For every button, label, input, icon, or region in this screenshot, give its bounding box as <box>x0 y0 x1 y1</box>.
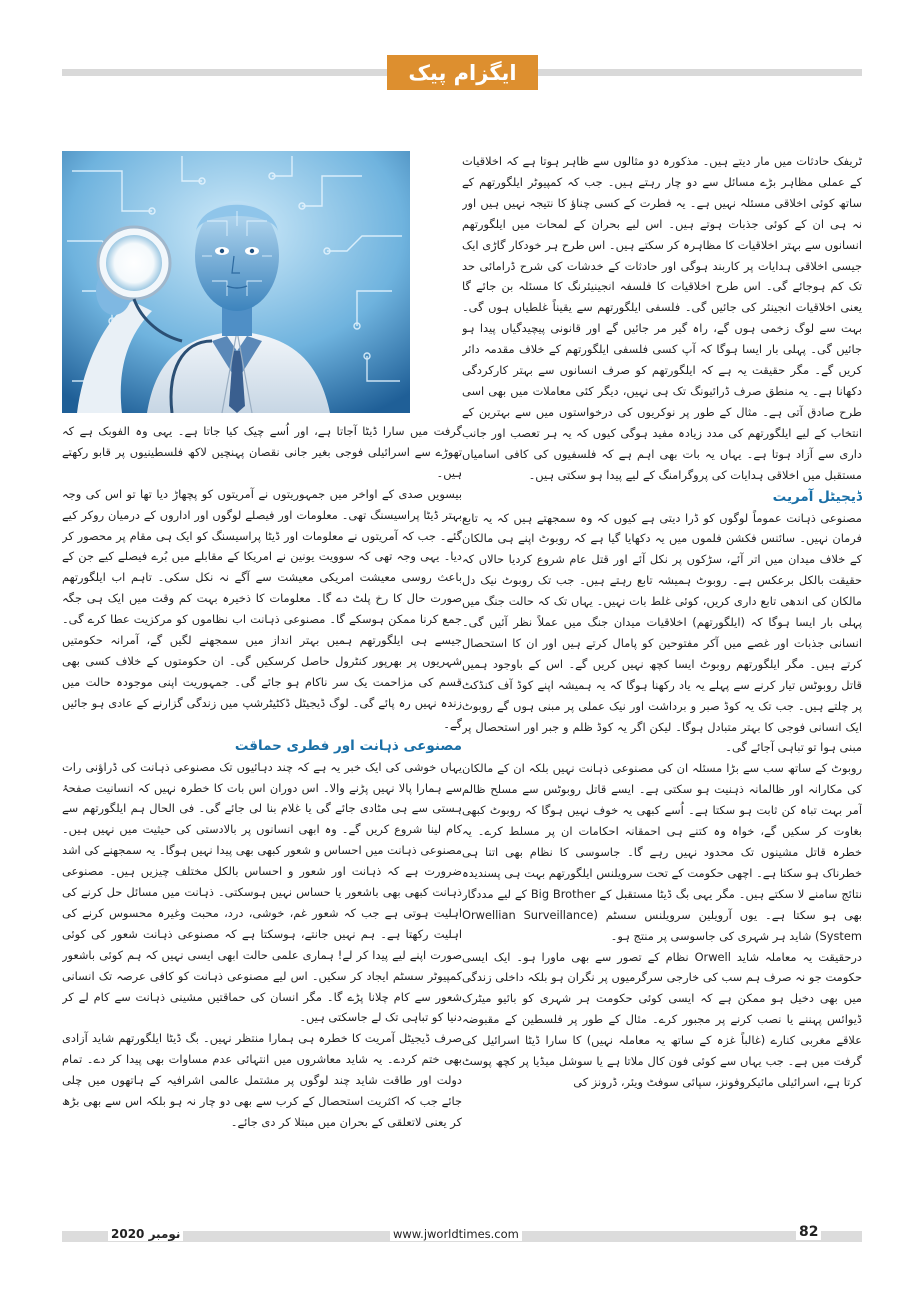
paragraph: مصنوعی ذہانت عموماً لوگوں کو ڈرا دیتی ہے کیوں کہ وہ سمجھتے ہیں کہ یہ تابع فرمان نہیں۔ سائنس فکشن فلموں میں یہ دکھایا گیا ہے کہ روبوٹ اپنے ہی مالکان کے خلاف میدان میں اتر آئے، سڑکوں پر نکل آئے اور قتل عام شروع کردیا حالاں کہ حقیقت بالکل برعکس ہے۔ روبوٹ ہمیشہ تابع رہتے ہیں۔ جب تک روبوٹ نیک دل مالکان کی اندھی تابع داری کریں، کوئی غلط بات نہیں۔ یہاں تک کہ حالت جنگ میں پہلی بار ایسا ہوگا کہ (ایلگورتھم) اخلاقیات میدان جنگ میں عملاً نظر آئیں گی۔ انسانی جذبات اور غصے میں آکر مفتوحین کو پامال کرتے ہیں اور ان کا استحصال کرتے ہیں۔ مگر ایلگورتھم روبوٹ ایسا کچھ نہیں کریں گے۔ اس کے باوجود ہمیں قاتل روبوٹس تیار کرنے سے پہلے یہ یاد رکھنا ہوگا کہ یہ ہمیشہ اپنے کوڈ آف کنڈکٹ پر چلتے ہیں۔ جب تک یہ کوڈ صبر و برداشت اور نیک عملی پر مبنی ہوں گے روبوٹ ایک انسانی فوجی کا بہتر متبادل ہوگا۔ لیکن اگر یہ کوڈ ظلم و جبر اور استحصال پر مبنی ہوا تو تباہی آجائے گی۔ <box>462 510 862 755</box>
paragraph: بیسویں صدی کے اواخر میں جمہوریتوں نے آمریتوں کو پچھاڑ دیا تھا تو اس کی وجہ بہتر ڈیٹا پراسیسنگ تھی۔ معلومات اور فیصلے لوگوں اور اداروں کے درمیان روکر کیے گئے۔ جب کہ آمریتوں نے معلومات اور ڈیٹا پراسیسنگ کو ایک ہی مقام پر محصور کر دیا۔ یہی وجہ تھی کہ سوویت یونین نے امریکا کے مقابلے میں بُرے فیصلے کیے جن کے باعث روسی معیشت امریکی معیشت سے آگے نہ نکل سکی۔ تاہم اب ایلگورتھم صورت حال کا رخ پلٹ دے گا۔ معلومات کا ذخیرہ بہت کم وقت میں ایک ہی جگہ جمع کرنا ممکن ہوسکے گا۔ مصنوعی ذہانت اب نظاموں کو مرکزیت عطا کرے گی۔ جیسے ہی ایلگورتھم ہمیں بہتر انداز میں سمجھنے لگیں گے، آمرانہ حکومتیں شہریوں پر بھرپور کنٹرول حاصل کرسکیں گی۔ ان حکومتوں کے خلاف کسی بھی قسم کی مزاحمت یک سر ناکام ہو جائے گی۔ جمہوریت اپنی موجودہ حالت میں زندہ نہیں رہ پائے گی۔ لوگ ڈیجیٹل ڈکٹیٹرشپ میں زندگی گزارنے کے عادی ہو جائیں گے۔ <box>62 486 462 731</box>
robot-face-with-stethoscope-illustration <box>62 151 410 413</box>
header-rule-left <box>62 69 387 76</box>
page-number: 82 <box>796 1224 821 1240</box>
header-rule-right <box>538 69 862 76</box>
website-url: www.jworldtimes.com <box>390 1227 522 1241</box>
article-column-left <box>62 421 462 1231</box>
section-title-badge: ایگزام پیک <box>387 55 538 90</box>
paragraph: درحقیقت یہ معاملہ شاید Orwell نظام کے تصور سے بھی ماورا ہو۔ ایک ایسی حکومت جو نہ صرف ہم سب کی خارجی سرگرمیوں پر نگران ہو بلکہ داخلی زندگی میں بھی دخیل ہو ممکن ہے کہ ایسی کوئی حکومت ہر شہری کو بائیو میٹرک ڈیوائس پہننے یا نصب کرنے پر مجبور کرے۔ مثال کے طور پر فلسطین کے مقبوضہ علاقے مغربی کنارے (غالباً غزہ کے ساتھ یہ معاملہ نہیں) کا سارا ڈیٹا اسرائیل کی گرفت میں ہے۔ جب یہاں سے کوئی فون کال ملاتا ہے یا سوشل میڈیا پر کچھ پوسٹ کرتا ہے، اسرائیلی مائیکروفونز، سپائی سوفٹ ویئر، ڈرونز کی <box>462 949 862 1089</box>
section-heading: ڈیجیٹل آمریت <box>772 488 862 505</box>
paragraph: صرف ڈیجیٹل آمریت کا خطرہ ہی ہمارا منتظر نہیں۔ بگ ڈیٹا ایلگورتھم شاید آزادی بھی ختم کردے۔ یہ شاید معاشروں میں انتہائی عدم مساوات بھی پیدا کر دے۔ تمام دولت اور طاقت شاید چند لوگوں پر مشتمل عالمی اشرافیہ کے ہاتھوں میں چلی جائے جب کہ اکثریت استحصال کے کرب سے بھی دو چار نہ ہو بلکہ اس سے بھی بڑھ کر یعنی لاتعلقی کے بحران میں مبتلا کر دی جائے۔ <box>62 1031 462 1129</box>
paragraph: گرفت میں سارا ڈیٹا آجاتا ہے، اور اُسے چیک کیا جاتا ہے۔ یہی وہ الفوبک ہے کہ تھوڑے سے اسرائیلی فوجی بغیر جانی نقصان پہنچیں لاکھ فلسطینیوں پر قابو رکھتے ہیں۔ <box>62 424 462 480</box>
section-heading: مصنوعی ذہانت اور فطری حماقت <box>234 737 462 754</box>
paragraph: روبوٹ کے ساتھ سب سے بڑا مسئلہ ان کی مصنوعی ذہانت نہیں بلکہ ان کے مالکان کی مکارانہ اور ظالمانہ ذہنیت ہو سکتی ہے۔ ایسے قاتل روبوٹس سے مسلح ظالم آمر بہت تباہ کن ثابت ہو سکتا ہے۔ اُسے کبھی یہ خوف نہیں ہوگا کہ روبوٹ کبھی بغاوت کر سکیں گے، خواہ وہ کتنے ہی احمقانہ احکامات ان پر مسلط کرے۔ یہ خطرہ قاتل مشینوں تک محدود نہیں رہے گا۔ جاسوسی کا نظام بھی اتنا ہی خطرناک ہو سکتا ہے۔ اچھی حکومت کے تحت سرویلنس ایلگورتھم بہت ہی پسندیدہ نتائج سامنے لا سکتے ہیں۔ مگر یہی بگ ڈیٹا مستقبل کے Big Brother کے لیے مددگار بھی ہو سکتا ہے۔ یوں آرویلین سرویلنس سسٹم (Orwellian Surveillance System) شاید ہر شہری کی جاسوسی پر منتج ہو۔ <box>462 761 862 943</box>
paragraph: یہاں خوشی کی ایک خبر یہ ہے کہ چند دہائیوں تک مصنوعی ذہانت کی ڈراؤنی رات سے ہمارا پالا نہیں پڑنے والا۔ اس دوران اس بات کا خطرہ نہیں کہ انسانیت صفحۂ ہستی سے ہی مٹادی جائے گی یا غلام بنا لی جائے گی۔ فی الحال ہم ایلگورتھم سے کام لینا شروع کریں گے۔ وہ ابھی انسانوں پر بالادستی کی حیثیت میں نہیں ہیں۔ مصنوعی ذہانت میں احساس و شعور کبھی بھی پیدا نہیں ہوگا۔ یہ سمجھنے کی اشد ضرورت ہے کہ ذہانت اور شعور و احساس بالکل مختلف چیزیں ہیں۔ مصنوعی ذہانت کبھی بھی باشعور یا حساس نہیں ہوسکتی۔ ذہانت میں مسائل حل کرنے کی اہلیت ہوتی ہے جب کہ شعور غم، خوشی، درد، محبت وغیرہ محسوس کرنے کی اہلیت رکھتا ہے۔ ہم نہیں جانتے، ہوسکتا ہے کہ مصنوعی ذہانت شعور کی کوئی صورت اپنے لیے پیدا کر لے! ہماری علمی حالت ابھی ایسی نہیں کہ ہم کوئی باشعور کمپیوٹر سسٹم ایجاد کر سکیں۔ اس لیے مصنوعی ذہانت کو کافی عرصہ تک انسانی شعور سے کام چلانا پڑے گا۔ مگر انسان کی حماقتیں مشینی ذہانت سے کام لے کر دنیا کو تباہی تک لے جاسکتی ہیں۔ <box>62 759 462 1025</box>
issue-date: نومبر 2020 <box>108 1227 183 1241</box>
paragraph: ٹریفک حادثات میں مار دیتے ہیں۔ مذکورہ دو مثالوں سے ظاہر ہوتا ہے کہ اخلاقیات کے عملی مظاہر بڑے مسائل سے دو چار رہتے ہیں۔ جب کہ کمپیوٹر ایلگورتھم کے ساتھ کوئی اخلاقی مسئلہ نہیں ہے۔ یہ فطرت کے کسی چناؤ کا نتیجہ نہیں ہیں اور نہ ہی ان کے کوئی جذبات ہوتے ہیں۔ اس لیے بحران کے لمحات میں ایلگورتھم انسانوں سے بہتر اخلاقیات کا مظاہرہ کر سکتے ہیں۔ اس طرح ہر خودکار گاڑی ایک جیسی اخلاقی ہدایات پر کاربند ہوگی اور حادثات کے خدشات کی شرح ڈرامائی حد تک کم ہوجائے گی۔ اس طرح اخلاقیات کا فلسفہ انجینیئرنگ کا مسئلہ بن جائے گا یعنی اخلاقیات انجینئر کی جائیں گی۔ فلسفی ایلگورتھم سے یقیناً غلطیاں ہوں گی۔ بہت سے لوگ زخمی ہوں گے، راہ گیر مر جائیں گے اور قانونی پیچیدگیاں پیدا ہو جائیں گی۔ پہلی بار ایسا ہوگا کہ آپ کسی فلسفی ایلگورتھم کے خلاف مقدمہ دائر کریں گے۔ مگر حقیقت یہ ہے کہ ایلگورتھم کو صرف انسانوں سے بہتر کارکردگی دکھانا ہے۔ یہ منطق صرف ڈرائیونگ تک ہی نہیں، دیگر کئی معاملات میں بھی اسی طرح صادق آتی ہے۔ مثال کے طور پر نوکریوں کی درخواستوں میں سے بہترین کے انتخاب کے لیے ایلگورتھم کی مدد زیادہ مفید ہوگی کیوں کہ یہ ہر تعصب اور جانب داری سے آزاد ہوتا ہے۔ یہاں یہ بات بھی اہم ہے کہ فلسفیوں کی کافی اسامیاں مستقبل میں اخلاقی ہدایات کی پروگرامنگ کے لیے پیدا ہو سکتی ہیں۔ <box>462 154 862 482</box>
article-column-right <box>462 151 862 1231</box>
